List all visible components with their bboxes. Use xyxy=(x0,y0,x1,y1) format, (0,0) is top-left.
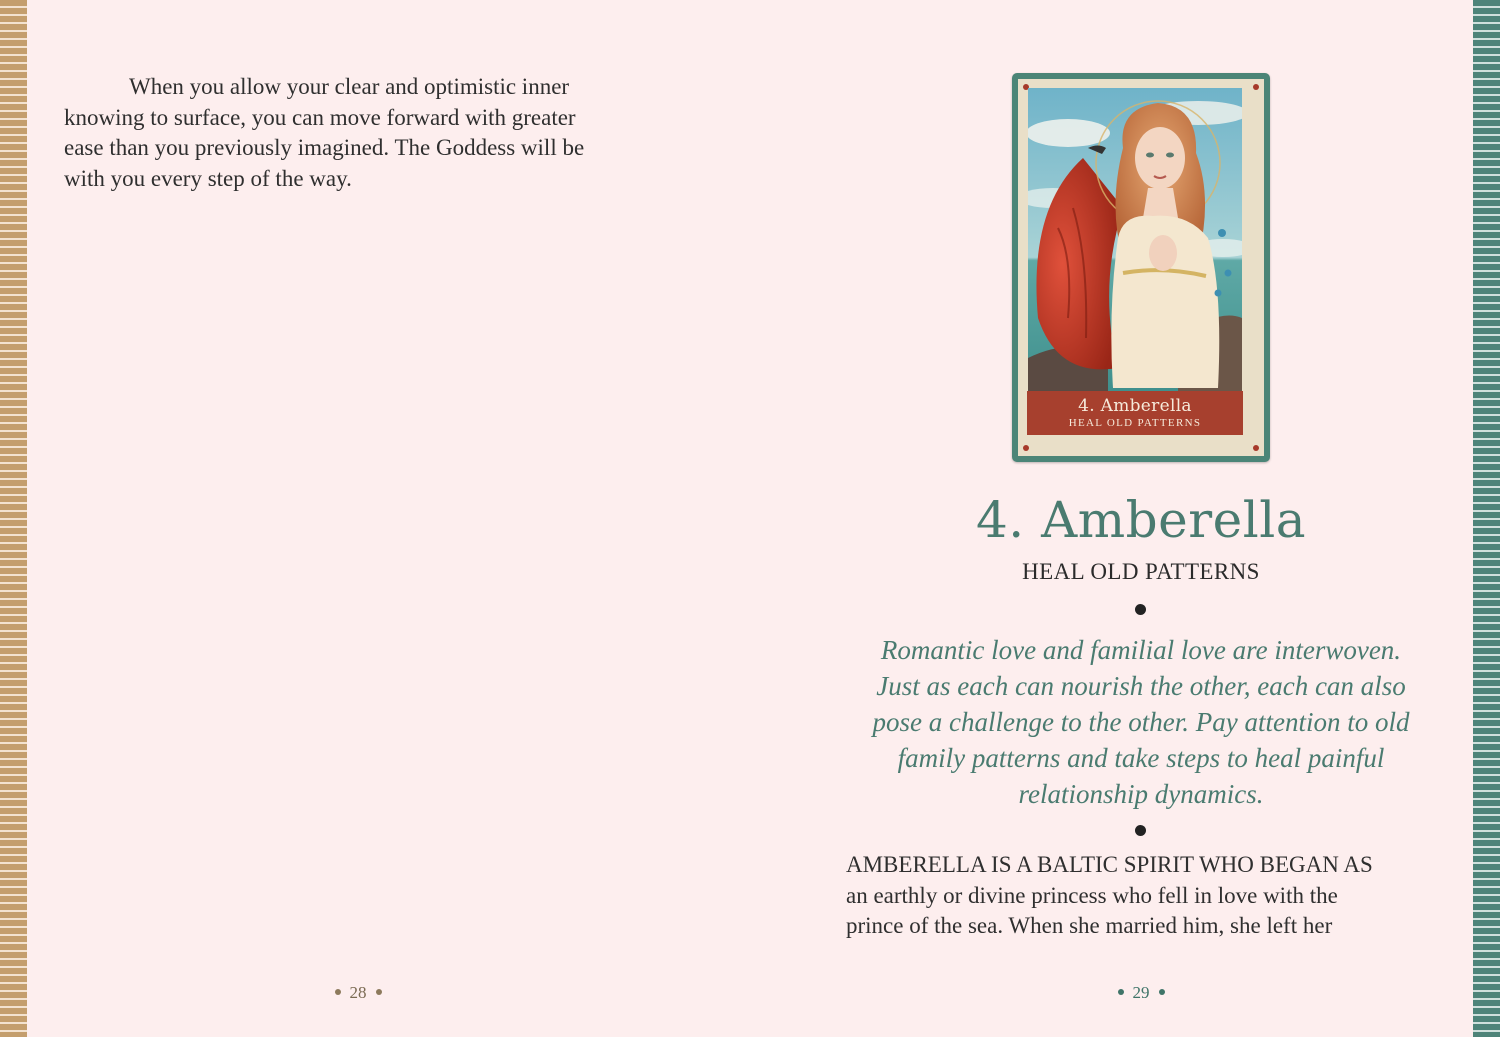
card-corner-dot xyxy=(1253,84,1259,90)
section-divider-dot xyxy=(1135,604,1146,615)
page-title: 4. Amberella xyxy=(976,491,1306,549)
body-line: an earthly or divine princess who fell in love with the xyxy=(846,882,1338,908)
folio-dot xyxy=(1118,989,1124,995)
left-page-number: 28 xyxy=(298,983,418,1003)
card-banner-title: 4. Amberella xyxy=(1078,396,1192,416)
left-paragraph-line: with you every step of the way. xyxy=(64,165,352,191)
card-title-banner xyxy=(1027,391,1243,435)
quote-line: family patterns and take steps to heal painful xyxy=(897,743,1385,773)
card-illustration xyxy=(1028,88,1242,396)
quote-line: relationship dynamics. xyxy=(1018,779,1264,809)
card-message-quote xyxy=(846,632,1436,812)
quote-line: pose a challenge to the other. Pay attention to old xyxy=(872,707,1410,737)
left-page-paragraph xyxy=(64,72,654,194)
quote-line: Romantic love and familial love are interwoven. xyxy=(880,635,1402,665)
folio-dot xyxy=(376,989,382,995)
page-subtitle: HEAL OLD PATTERNS xyxy=(1022,559,1260,584)
section-divider-dot xyxy=(1135,825,1146,836)
left-page-edge xyxy=(0,0,27,1037)
left-paragraph-line: knowing to surface, you can move forward with greater xyxy=(64,104,576,130)
body-line: prince of the sea. When she married him, she left her xyxy=(846,913,1333,938)
oracle-card-image xyxy=(1012,73,1270,462)
left-paragraph-line: ease than you previously imagined. The Goddess will be xyxy=(64,135,585,160)
folio-dot xyxy=(1159,989,1165,995)
quote-line: Just as each can nourish the other, each can also xyxy=(876,671,1406,701)
card-corner-dot xyxy=(1023,445,1029,451)
card-corner-dot xyxy=(1253,445,1259,451)
card-banner-subtitle: HEAL OLD PATTERNS xyxy=(1068,417,1202,429)
left-paragraph-line: When you allow your clear and optimistic inner xyxy=(129,74,570,99)
body-line: AMBERELLA IS A BALTIC SPIRIT WHO BEGAN AS xyxy=(846,852,1373,877)
folio-dot xyxy=(335,989,341,995)
body-paragraph xyxy=(846,850,1436,942)
right-page-edge xyxy=(1473,0,1500,1037)
right-page-number: 29 xyxy=(1081,983,1201,1003)
